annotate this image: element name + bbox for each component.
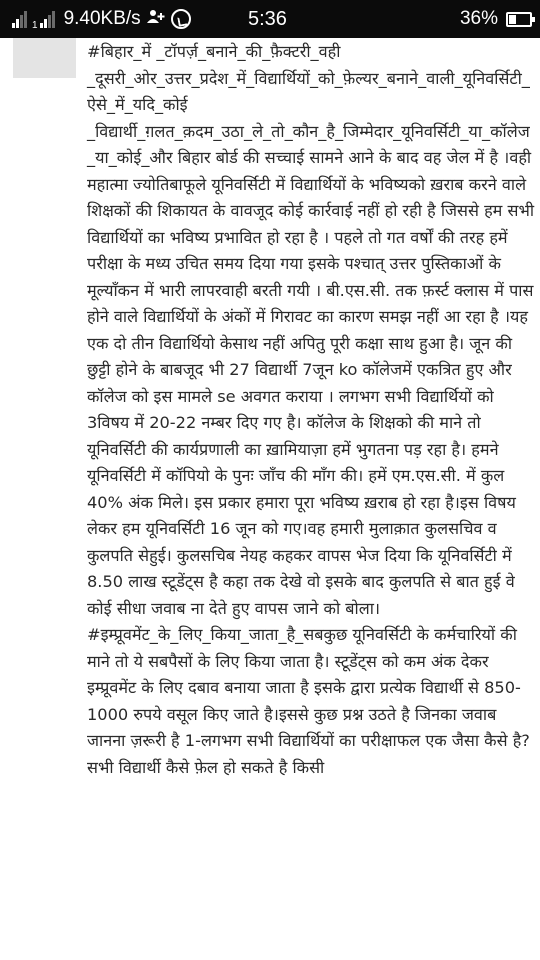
avatar[interactable]	[13, 38, 76, 78]
battery-percent: 36%	[459, 8, 498, 29]
network-speed: 9.40KB/s	[63, 8, 141, 29]
signal-label: 1	[32, 20, 38, 31]
status-left	[12, 7, 191, 31]
add-user-icon	[147, 9, 165, 30]
signal-icon	[40, 10, 56, 28]
signal-icon	[12, 10, 28, 28]
whatsapp-icon	[171, 9, 191, 29]
status-right	[460, 8, 532, 30]
battery-icon	[506, 12, 532, 27]
status-bar	[0, 0, 540, 38]
post-text: #बिहार_में _टॉपर्ज़_बनाने_की_फ़ैक्टरी_वही _दूसरी_ओर_उत्तर_प्रदेश_में_विद्यार्थियों_को_फ़ेल्यर_बनाने_वाली_यूनिवर्सिटी_ऐसे_में_यदि_कोई _विद्यार्थी_ग़लत_क़दम_उठा_ले_तो_कौन_है_जिम्मेदार_यूनिवर्सिटी_या_कॉलेज_या_कोई_और बिहार बोर्ड की सच्चाई सामने आने के बाद वह जेल में है ।वही महात्मा ज्योतिबाफूले यूनिवर्सिटी में विद्यार्थियों के भविष्यको ख़राब करने वाले शिक्षकों की शिकायत के वावजूद कोई कार्रवाई नहीं हो रही है जिससे हम सभी विद्यार्थियों का भविष्य प्रभावित हो रहा है । पहले तो गत वर्षों की तरह हमें परीक्षा के मध्य उचित समय दिया गया इसके पश्चात् उत्तर पुस्तिकाओं के मूल्याँकन में भारी लापरवाही बरती गयी । बी.एस.सी. तक फ़र्स्ट क्लास में पास होने वाले विद्यार्थियों के अंकों में गिरावट का कारण समझ नहीं आ रहा है ।यह एक दो तीन विद्यार्थियो केसाथ नहीं अपितु पूरी कक्षा साथ हुआ है। जून की छुट्टी होने के बाबजूद भी 27 विद्यार्थी 7जून ko कॉलेजमें एकत्रित हुए और कॉलेज को इस मामले se अवगत कराया । लगभग सभी विद्यार्थियों को 3विषय में 20-22 नम्बर दिए गए है। कॉलेज के शिक्षको की माने तो यूनिवर्सिटी की कार्यप्रणाली का ख़ामियाज़ा हमें भुगतना पड़ रहा है। हमने यूनिवर्सिटी में कॉपियो के पुनः जाँच की माँग की। हमें एम.एस.सी. में कुल 40% अंक मिले। इस प्रकार हमारा पूरा भविष्य ख़राब हो रहा है।इस विषय लेकर हम यूनिवर्सिटी 16 जून को गए।वह हमारी मुलाक़ात कुलसचिव व कुलपति सेहुई। कुलसचिब नेयह कहकर वापस भेज दिया कि यूनिवर्सिटी में 8.50 लाख स्टूडेंट्स है कहा तक देखे वो इसके बाद कुलपति से बात हुई वे कोई सीधा जवाब ना देते हुए वापस जाने को बोला। #इम्प्रूवमेंट_के_लिए_किया_जाता_है_सबकुछ यूनिवर्सिटी के कर्मचारियों की माने तो ये सबपैसों के लिए किया जाता है। स्टूडेंट्स को कम अंक देकर इम्प्रूवमेंट के लिए दबाव बनाया जाता है इसके द्वारा प्रत्येक विद्यार्थी से 850-1000 रुपये वसूल किए जाते है।इससे कुछ प्रश्न उठते है जिनका जवाब जानना ज़रूरी है 1-लगभग सभी विद्यार्थियों का परीक्षाफल एक जैसा कैसे है? सभी विद्यार्थी कैसे फ़ेल हो सकते है किसी	[87, 42, 540, 777]
clock: 5:36	[248, 8, 287, 30]
battery-level	[509, 15, 516, 24]
